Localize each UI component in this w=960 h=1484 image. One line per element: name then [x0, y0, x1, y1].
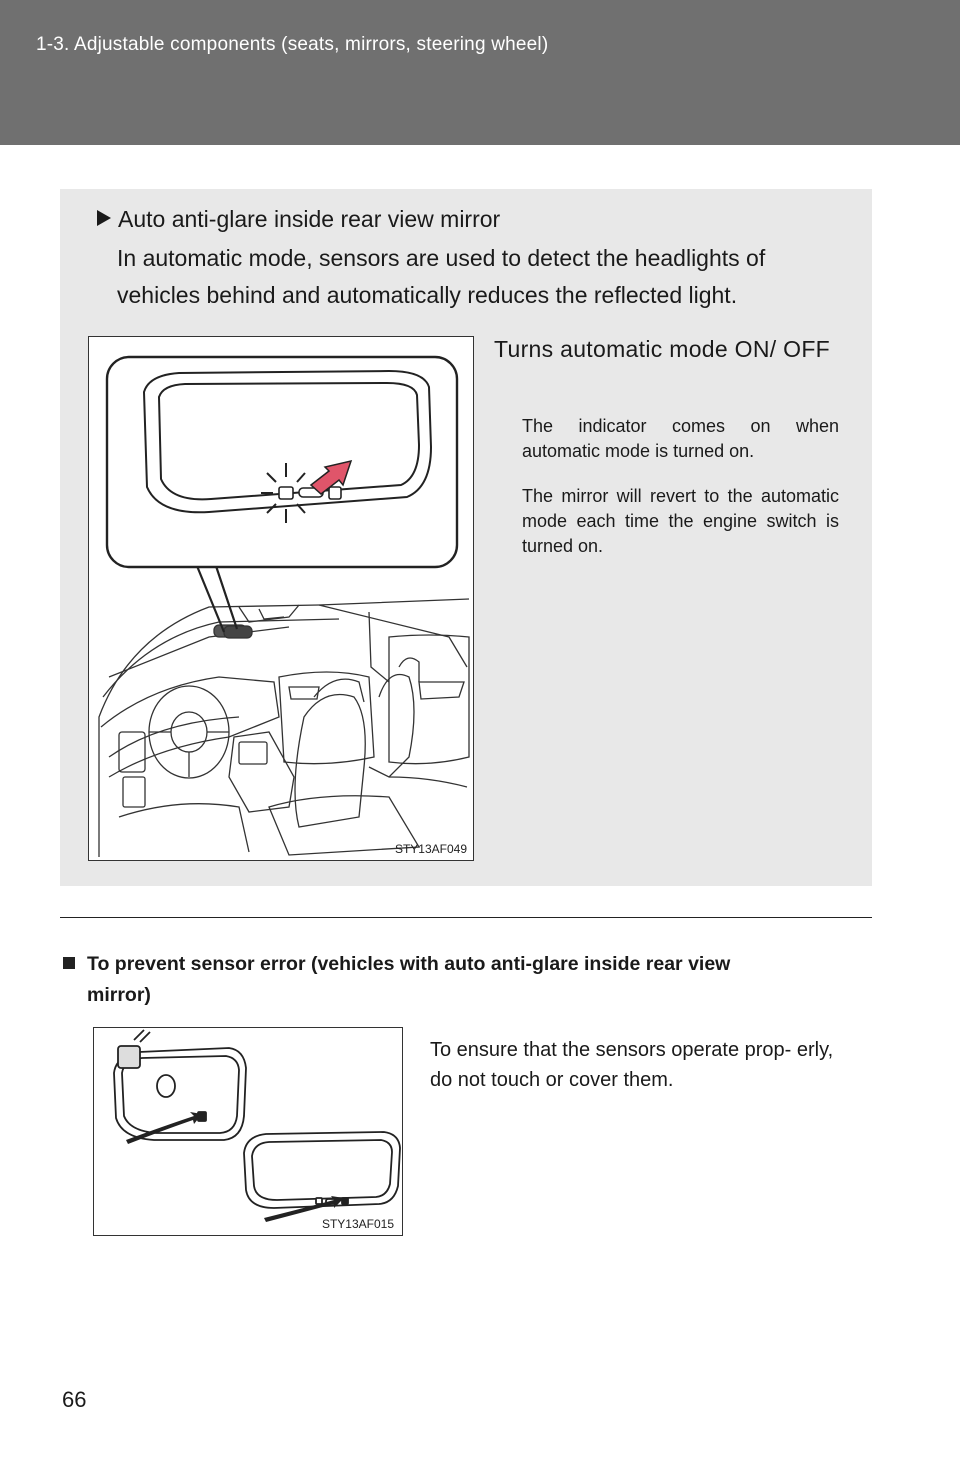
figure-code-2: STY13AF015 [321, 1217, 394, 1231]
square-bullet-icon [63, 957, 75, 969]
triangle-bullet-icon [96, 206, 118, 233]
figure-code: STY13AF049 [394, 842, 467, 856]
sensor-mirrors-illustration [94, 1028, 402, 1235]
mirror-interior-figure [88, 336, 474, 861]
note-indicator: The indicator comes on when automatic mode is turned on. [522, 416, 839, 461]
mirror-interior-illustration [89, 337, 473, 860]
sensor-location-figure [93, 1027, 403, 1236]
intro-paragraph: In automatic mode, sensors are used to detect the headlights of vehicles behind and automatically reduces the reflected light. [117, 245, 766, 308]
section-divider [60, 917, 872, 918]
page-header [0, 0, 960, 145]
note-revert: The mirror will revert to the automatic mode each time the engine switch is turned on. [522, 486, 839, 556]
page-number: 66 [62, 1387, 87, 1412]
section-title: 1-3. Adjustable components (seats, mirrors, steering wheel) [36, 34, 549, 55]
section-body-text: To ensure that the sensors operate prop- erly, do not touch or cover them. [430, 1039, 834, 1091]
section-heading-line2: mirror) [87, 984, 151, 1006]
section-heading [63, 949, 863, 1011]
section-heading-line1: To prevent sensor error (vehicles with auto anti-glare inside rear view [87, 953, 731, 975]
switch-description: Turns automatic mode ON/ OFF [494, 336, 831, 362]
bullet-heading [96, 206, 500, 233]
bullet-heading-text: Auto anti-glare inside rear view mirror [118, 206, 501, 232]
